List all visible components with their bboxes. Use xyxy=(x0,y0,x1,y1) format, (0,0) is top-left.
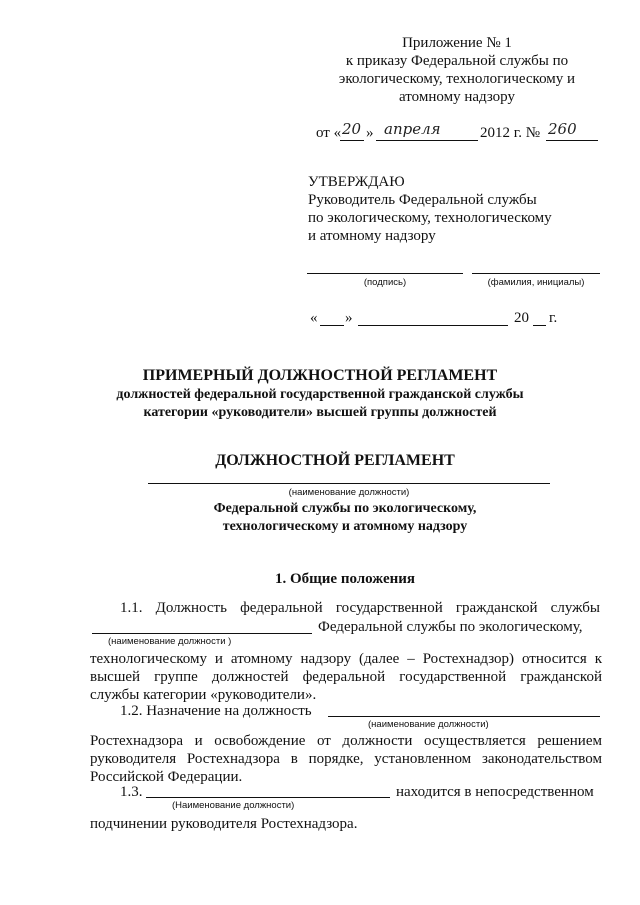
p3-position-label: (Наименование должности) xyxy=(172,800,295,811)
position-label: (наименование должности) xyxy=(288,487,410,498)
p2-line-3: руководителя Ростехнадзора в порядке, установленном законодательством xyxy=(90,751,602,767)
name-label: (фамилия, инициалы) xyxy=(487,277,585,288)
approve-line-3: и атомному надзору xyxy=(308,228,436,244)
approve-year-suffix: г. xyxy=(549,310,558,326)
p2-line-1: 1.2. Назначение на должность xyxy=(120,703,312,719)
p1-line-2-tail: Федеральной службы по экологическому, xyxy=(318,619,583,635)
p1-line-1: 1.1. Должность федеральной государственной гражданской службы xyxy=(120,600,600,616)
org-line-2: технологическому и атомному надзору xyxy=(222,519,468,534)
order-number: 260 xyxy=(548,120,577,138)
approve-line-2: по экологическому, технологическому xyxy=(308,210,552,226)
order-quote-close: » xyxy=(366,125,374,141)
document-subtitle-1: должностей федеральной государственной гражданской службы xyxy=(116,387,524,402)
signature-label: (подпись) xyxy=(363,277,407,288)
approve-year-prefix: 20 xyxy=(514,310,529,326)
order-year: 2012 г. № xyxy=(480,125,541,141)
document-subtitle-2: категории «руководители» высшей группы должностей xyxy=(143,405,497,420)
approve-title: УТВЕРЖДАЮ xyxy=(308,174,405,190)
order-month: апреля xyxy=(384,120,441,138)
approve-line-1: Руководитель Федеральной службы xyxy=(308,192,537,208)
order-day: 20 xyxy=(342,120,362,138)
approve-date-open: « xyxy=(310,310,318,326)
appendix-line-3: экологическому, технологическому и xyxy=(338,71,576,87)
p2-line-4: Российской Федерации. xyxy=(90,769,243,785)
approve-date-close: » xyxy=(345,310,353,326)
document-title: ПРИМЕРНЫЙ ДОЛЖНОСТНОЙ РЕГЛАМЕНТ xyxy=(142,367,498,384)
p1-line-5: службы категории «руководители». xyxy=(90,687,317,703)
section-title: 1. Общие положения xyxy=(274,571,416,587)
p1-line-3: технологическому и атомному надзору (далее – Ростехнадзор) относится к xyxy=(90,651,602,667)
p1-line-4: высшей группе должностей федеральной государственной гражданской xyxy=(90,669,602,685)
org-line-1: Федеральной службы по экологическому, xyxy=(213,501,477,516)
reglament-title: ДОЛЖНОСТНОЙ РЕГЛАМЕНТ xyxy=(215,452,455,469)
appendix-line-1: Приложение № 1 xyxy=(402,35,512,51)
p1-position-label: (наименование должности ) xyxy=(108,636,232,647)
appendix-line-4: атомному надзору xyxy=(399,89,515,105)
p2-line-2: Ростехнадзора и освобождение от должности осуществляется решением xyxy=(90,733,602,749)
p2-position-label: (наименование должности) xyxy=(368,719,489,730)
p3-tail: находится в непосредственном xyxy=(396,784,594,800)
order-prefix: от « xyxy=(316,125,342,141)
p3-number: 1.3. xyxy=(120,784,143,800)
appendix-line-2: к приказу Федеральной службы по xyxy=(345,53,569,69)
p3-line-2: подчинении руководителя Ростехнадзора. xyxy=(90,816,358,832)
